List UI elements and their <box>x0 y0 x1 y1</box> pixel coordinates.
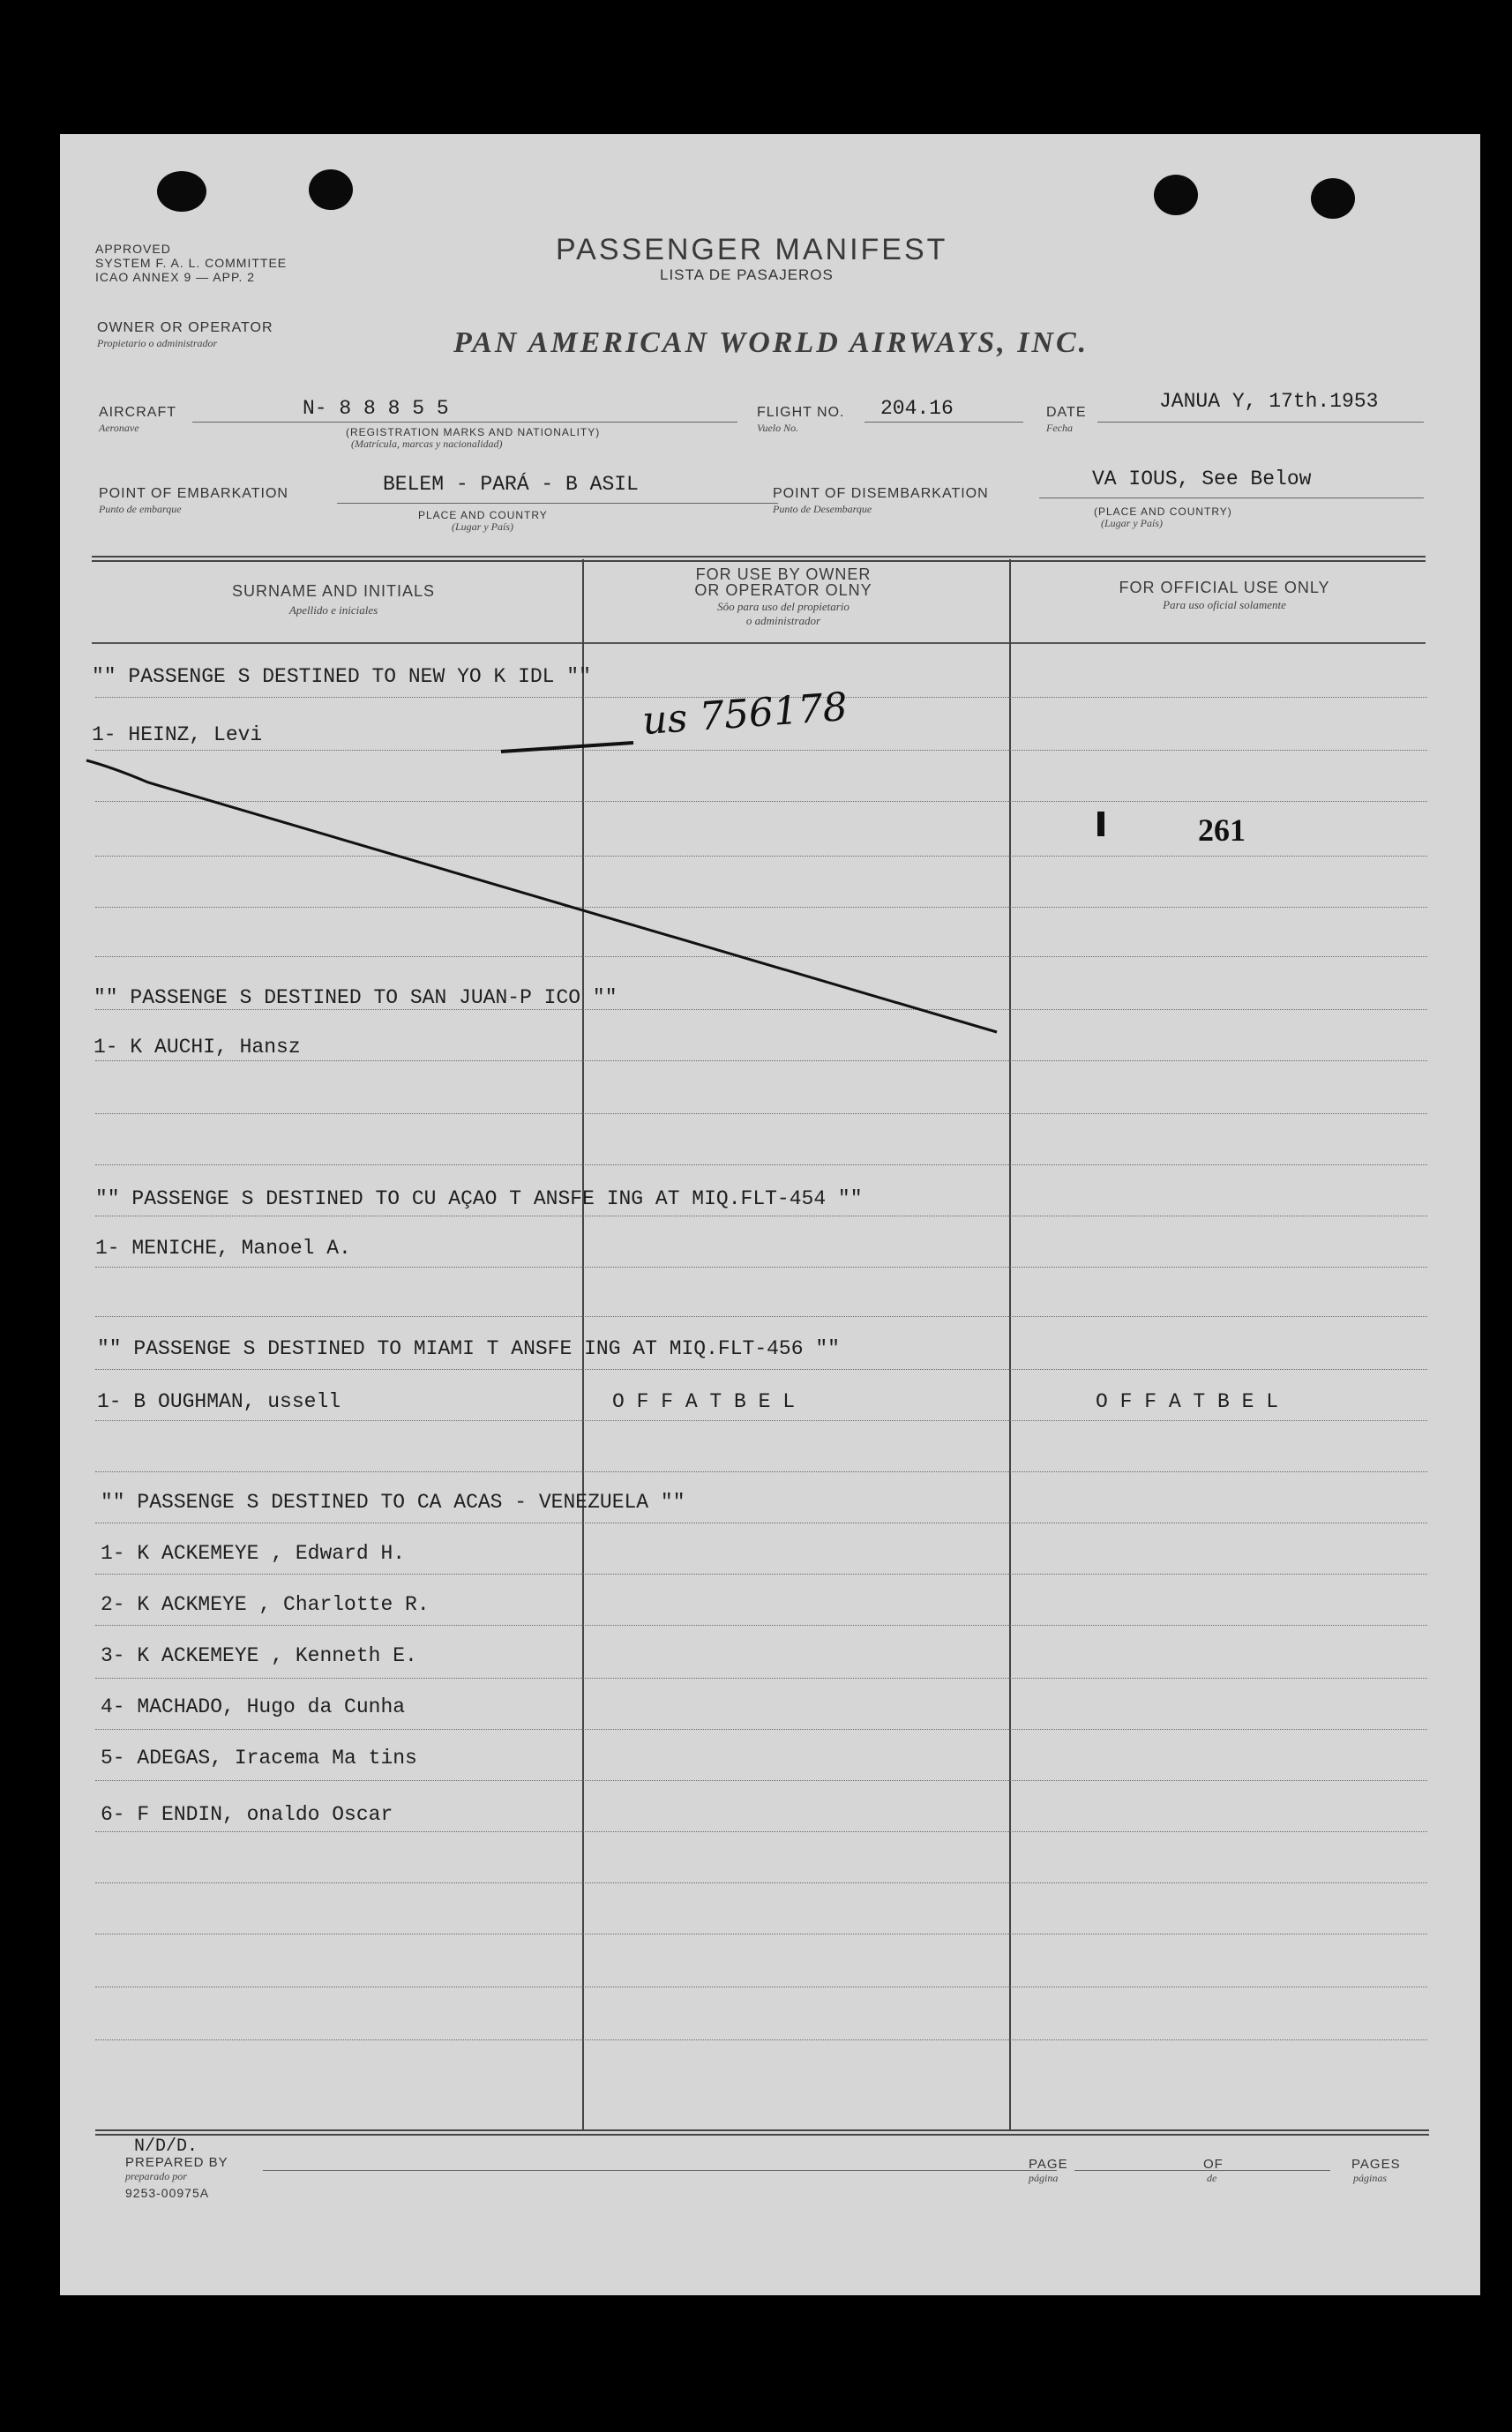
pages-label-es: páginas <box>1353 2172 1388 2184</box>
footer-initials: N/D/D. <box>134 2136 198 2157</box>
section-caracas: "" PASSENGE S DESTINED TO CA ACAS - VENEZUELA "" <box>101 1491 685 1514</box>
passenger-row: 3- K ACKEMEYE , Kenneth E. <box>101 1644 417 1667</box>
flight-number: 204.16 <box>880 397 954 420</box>
section-curacao: "" PASSENGE S DESTINED TO CU AÇAO T ANSFE ING AT MIQ.FLT-454 "" <box>95 1187 863 1210</box>
prepared-by-label-es: preparado por <box>125 2170 187 2182</box>
disembarkation-caption-es: (Lugar y País) <box>1101 517 1163 529</box>
pages-label: PAGES <box>1351 2157 1401 2172</box>
page-label: PAGE <box>1029 2157 1068 2172</box>
passenger-row: 1- B OUGHMAN, ussell <box>97 1390 341 1413</box>
disembarkation-label-es: Punto de Desembarque <box>773 503 872 515</box>
passenger-row: 6- F ENDIN, onaldo Oscar <box>101 1803 393 1826</box>
column-header-official-es: Para uso oficial solamente <box>1163 598 1286 611</box>
embarkation-caption-es: (Lugar y País) <box>452 520 513 533</box>
page-label-es: página <box>1029 2172 1059 2184</box>
column-header-official: FOR OFFICIAL USE ONLY <box>1119 579 1330 596</box>
handwritten-number: us 756178 <box>640 684 850 745</box>
aircraft-caption-es: (Matrícula, marcas y nacionalidad) <box>351 438 503 450</box>
column-header-owner-line-2: OR OPERATOR OLNY <box>694 581 872 599</box>
dash-stroke <box>501 743 633 752</box>
date-label-es: Fecha <box>1046 422 1073 434</box>
prepared-by-label: PREPARED BY <box>125 2155 228 2170</box>
official-mark-261: 261 <box>1198 812 1246 848</box>
airline-name: PAN AMERICAN WORLD AIRWAYS, INC. <box>453 326 1089 359</box>
embarkation-label: POINT OF EMBARKATION <box>99 486 288 501</box>
passenger-row: 1- K ACKEMEYE , Edward H. <box>101 1542 406 1565</box>
approval-line-2: SYSTEM F. A. L. COMMITTEE <box>95 256 288 270</box>
passenger-row: 1- HEINZ, Levi <box>92 723 263 746</box>
embarkation-place: BELEM - PARÁ - B ASIL <box>383 473 639 496</box>
disembarkation-caption: (PLACE AND COUNTRY) <box>1094 505 1232 518</box>
disembarkation-place: VA IOUS, See Below <box>1092 468 1312 490</box>
aircraft-registration: N- 8 8 8 5 5 <box>303 397 449 420</box>
of-label: OF <box>1203 2157 1224 2172</box>
manifest-sheet <box>60 134 1480 2295</box>
section-san-juan: "" PASSENGE S DESTINED TO SAN JUAN-P ICO "" <box>94 986 618 1009</box>
column-header-owner-es-line-2: o administrador <box>745 614 821 627</box>
column-header-owner-es-line-1: Sôo para uso del propietario <box>717 600 850 613</box>
passenger-row: 1- K AUCHI, Hansz <box>94 1036 301 1059</box>
manifest-title: PASSENGER MANIFEST <box>556 233 948 266</box>
passenger-row: 4- MACHADO, Hugo da Cunha <box>101 1695 406 1718</box>
form-number: 9253-00975A <box>125 2186 210 2200</box>
column-header-surname: SURNAME AND INITIALS <box>231 582 436 600</box>
section-new-york: "" PASSENGE S DESTINED TO NEW YO K IDL "" <box>92 665 591 688</box>
owner-label-es: Propietario o administrador <box>97 337 218 349</box>
aircraft-caption: (REGISTRATION MARKS AND NATIONALITY) <box>346 426 601 438</box>
manifest-date: JANUA Y, 17th.1953 <box>1159 390 1379 413</box>
passenger-row: 1- MENICHE, Manoel A. <box>95 1237 351 1260</box>
passenger-row: 5- ADEGAS, Iracema Ma tins <box>101 1747 417 1770</box>
column-header-owner-line-1: FOR USE BY OWNER <box>695 565 872 583</box>
embarkation-caption: PLACE AND COUNTRY <box>418 509 548 521</box>
approval-line-1: APPROVED <box>95 242 171 256</box>
manifest-subtitle: LISTA DE PASAJEROS <box>660 266 834 283</box>
aircraft-label: AIRCRAFT <box>99 405 176 420</box>
aircraft-label-es: Aeronave <box>99 422 139 434</box>
section-miami: "" PASSENGE S DESTINED TO MIAMI T ANSFE ING AT MIQ.FLT-456 "" <box>97 1337 840 1360</box>
date-label: DATE <box>1046 405 1087 420</box>
flight-label-es: Vuelo No. <box>757 422 799 434</box>
embarkation-label-es: Punto de embarque <box>99 503 182 515</box>
passenger-row: 2- K ACKMEYE , Charlotte R. <box>101 1593 430 1616</box>
owner-label: OWNER OR OPERATOR <box>97 320 273 335</box>
diagonal-strike <box>86 760 997 1032</box>
official-note-off-at-bel: O F F A T B E L <box>1096 1390 1279 1413</box>
flight-label: FLIGHT NO. <box>757 405 845 420</box>
approval-line-3: ICAO ANNEX 9 — APP. 2 <box>95 270 256 284</box>
strike-lines <box>60 134 1480 2295</box>
column-header-surname-es: Apellido e iniciales <box>288 603 378 617</box>
of-label-es: de <box>1207 2172 1217 2184</box>
owner-note-off-at-bel: O F F A T B E L <box>612 1390 796 1413</box>
disembarkation-label: POINT OF DISEMBARKATION <box>773 486 989 501</box>
